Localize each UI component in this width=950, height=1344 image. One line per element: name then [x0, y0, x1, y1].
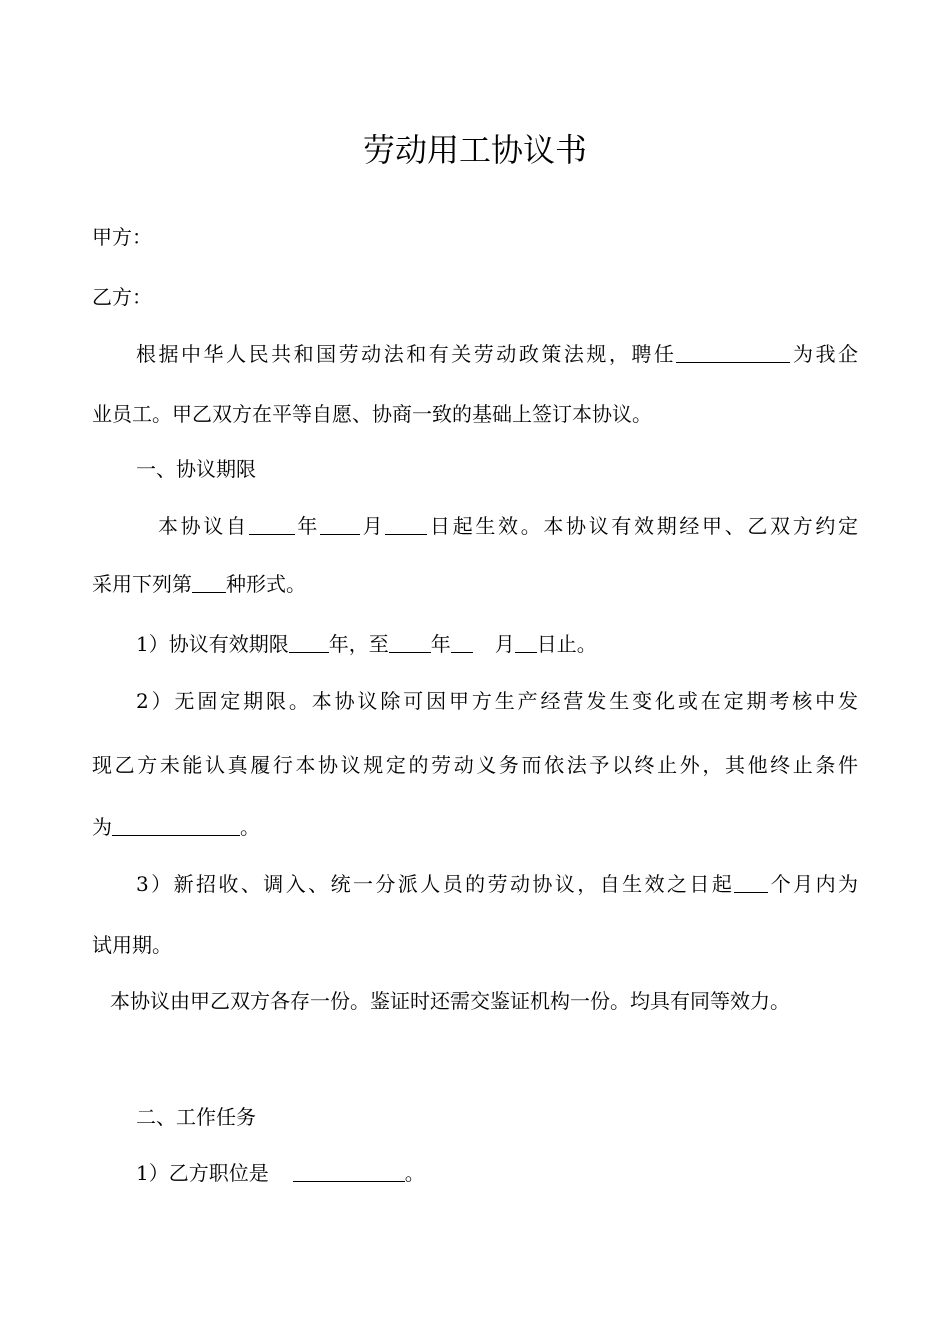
section2-heading: 二、工作任务 [136, 1105, 256, 1129]
party-a-label: 甲方： [92, 225, 152, 249]
section1-heading: 一、协议期限 [136, 457, 256, 481]
end-day-blank [515, 632, 537, 653]
term-item-2-line-3: 为 。 [92, 815, 260, 839]
end-year-blank [389, 632, 431, 653]
effective-line-2: 采用下列第 种形式。 [92, 572, 306, 596]
term-item-1: 1）协议有效期限 年，至 年 月 日止。 [136, 632, 597, 656]
other-termination-blank [112, 815, 240, 836]
effective-month-blank [320, 514, 360, 535]
intro-line-1: 根据中华人民共和国劳动法和有关劳动政策法规，聘任 为我企 [136, 342, 859, 366]
term-item-3-line-1: 3）新招收、调入、统一分派人员的劳动协议，自生效之日起 个月内为 [136, 872, 858, 896]
appointee-blank [676, 342, 790, 363]
term-item-2-line-1: 2）无固定期限。本协议除可因甲方生产经营发生变化或在定期考核中发 [136, 689, 858, 713]
term-item-3-line-2: 试用期。 [92, 933, 172, 957]
effective-year-blank [249, 514, 295, 535]
term-item-2-line-2: 现乙方未能认真履行本协议规定的劳动义务而依法予以终止外，其他终止条件 [92, 753, 858, 777]
position-item: 1）乙方职位是 。 [136, 1161, 425, 1185]
party-b-label: 乙方： [92, 285, 152, 309]
copies-clause: 本协议由甲乙双方各存一份。鉴证时还需交鉴证机构一份。均具有同等效力。 [110, 989, 790, 1013]
probation-months-blank [734, 872, 768, 893]
form-number-blank [192, 572, 226, 593]
position-blank [293, 1161, 405, 1182]
term-years-blank [289, 632, 329, 653]
intro-line-2: 业员工。甲乙双方在平等自愿、协商一致的基础上签订本协议。 [92, 402, 652, 426]
effective-day-blank [385, 514, 427, 535]
effective-line-1: 本协议自 年 月 日起生效。本协议有效期经甲、乙双方约定 [158, 514, 859, 538]
page-title: 劳动用工协议书 [362, 131, 587, 169]
end-month-blank [451, 632, 473, 653]
